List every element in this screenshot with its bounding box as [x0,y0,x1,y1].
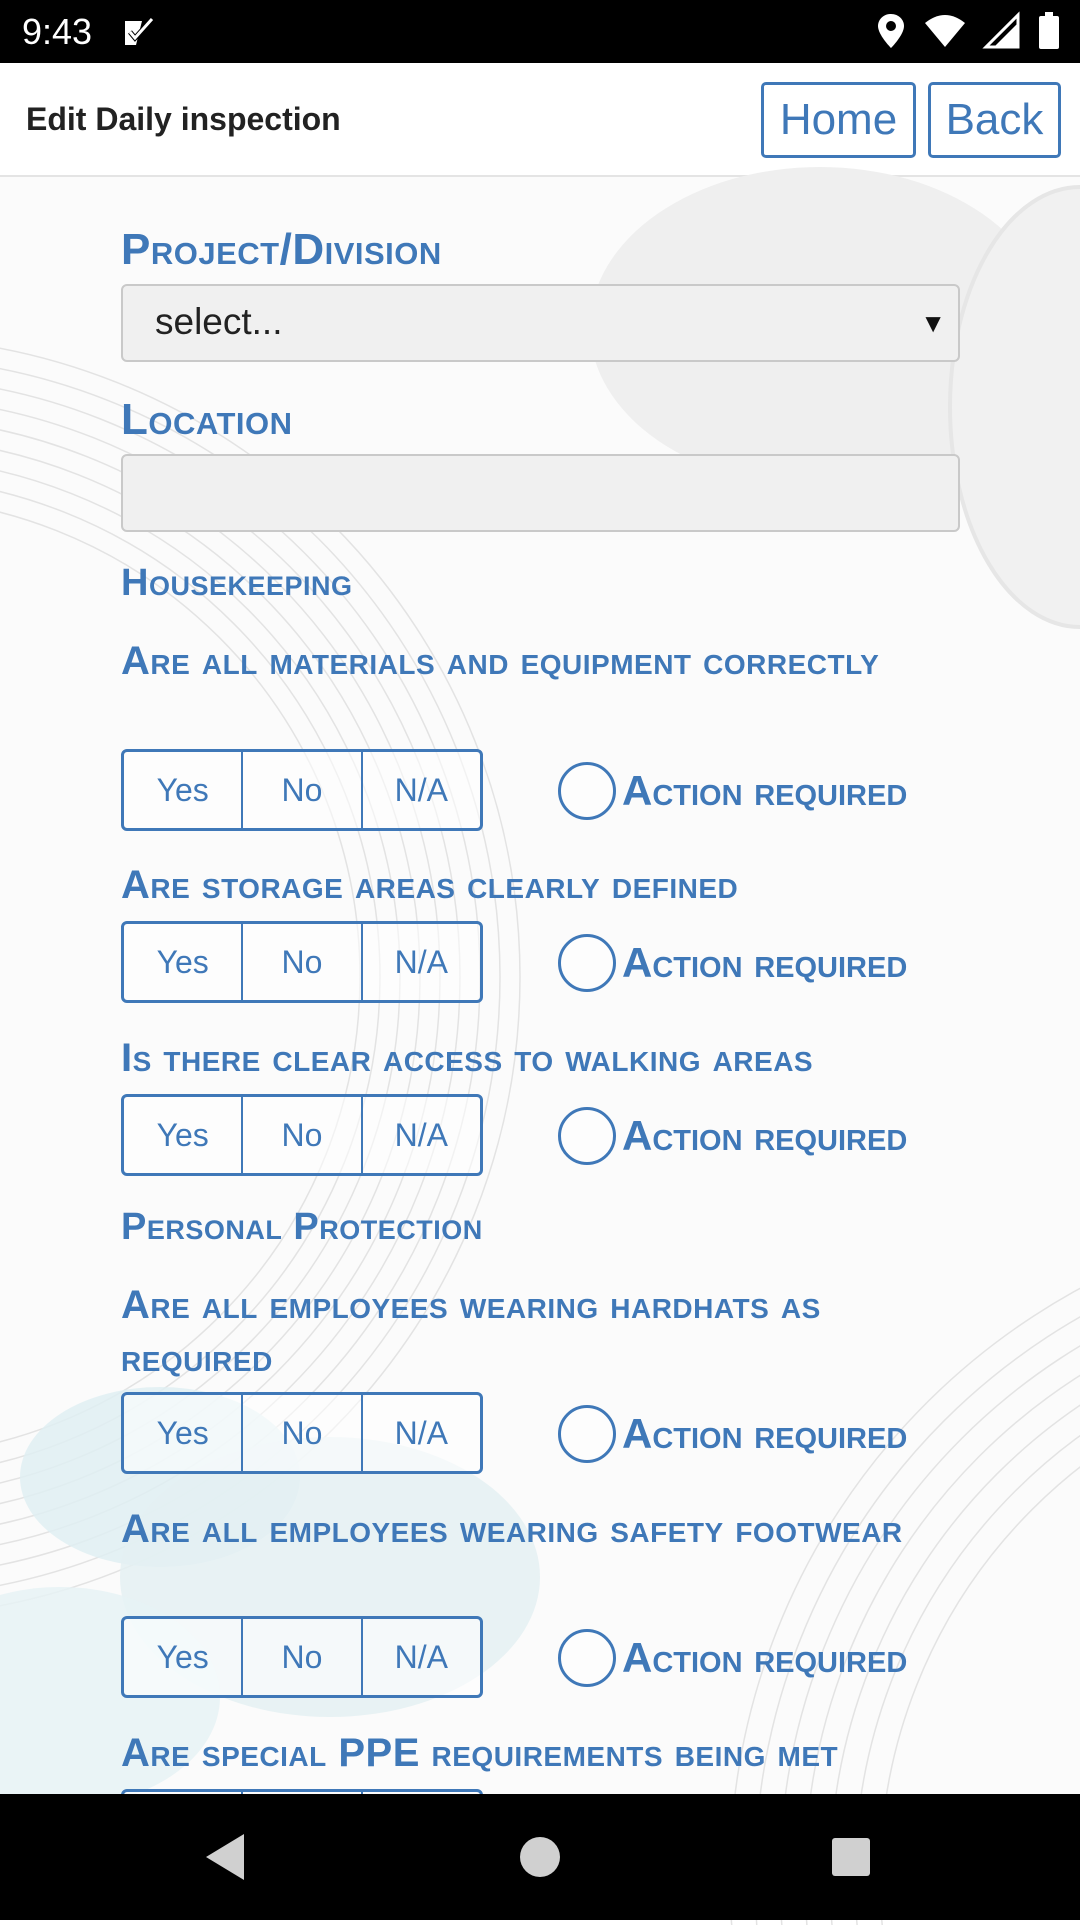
home-nav-icon[interactable] [520,1837,560,1877]
system-nav-bar [0,1794,1080,1920]
action-required-radio[interactable] [558,1629,616,1687]
project-division-select[interactable] [121,284,960,362]
action-required-toggle[interactable] [558,931,907,995]
action-required-toggle[interactable] [558,759,907,823]
page-title: Edit Daily inspection [26,101,341,137]
signal-icon [984,13,1020,49]
question-text: Are storage areas clearly defined [121,863,739,907]
location-label: Location [121,395,293,444]
back-nav-icon[interactable] [206,1834,244,1880]
answer-segmented-control [121,749,483,831]
action-required-toggle[interactable] [558,1104,907,1168]
action-required-toggle[interactable] [558,1402,907,1466]
yes-button[interactable]: Yes [156,1638,209,1675]
question-text: Are special PPE requirements being met [121,1731,839,1775]
battery-icon [1038,12,1060,50]
action-required-label: Action required [622,767,908,814]
status-icons [876,12,1060,50]
answer-segmented-control [121,1392,483,1474]
action-required-toggle[interactable] [558,1626,907,1690]
answer-segmented-control [121,1094,483,1176]
yes-button[interactable]: Yes [156,771,209,808]
question-text: Are all employees wearing hardhats as required [121,1283,821,1380]
status-bar [0,0,1080,63]
wifi-icon [924,13,966,49]
nav-buttons [0,1794,1080,1920]
na-button[interactable]: N/A [361,1097,480,1173]
no-button[interactable]: No [241,1395,360,1471]
action-required-label: Action required [622,1112,908,1159]
yes-button[interactable]: Yes [156,1414,209,1451]
action-required-label: Action required [622,939,908,986]
project-division-value: select... [155,301,283,342]
app-notification-icon [122,15,156,49]
answer-segmented-control [121,1616,483,1698]
action-required-label: Action required [622,1634,908,1681]
question-text: Are all employees wearing safety footwear [121,1507,903,1551]
action-required-label: Action required [622,1410,908,1457]
no-button[interactable]: No [241,924,360,1000]
location-icon [876,12,906,50]
na-button[interactable]: N/A [361,752,480,828]
na-button[interactable]: N/A [361,924,480,1000]
no-button[interactable]: No [241,1097,360,1173]
location-input[interactable] [121,454,960,532]
no-button[interactable]: No [241,752,360,828]
action-required-radio[interactable] [558,1107,616,1165]
back-button[interactable]: Back [928,82,1061,158]
yes-button[interactable]: Yes [156,1116,209,1153]
question-text: Is there clear access to walking areas [121,1036,814,1080]
section-title-personal-protection: Personal Protection [121,1206,483,1248]
no-button[interactable]: No [241,1619,360,1695]
action-required-radio[interactable] [558,934,616,992]
form-content[interactable] [0,177,1080,1794]
app-header [0,63,1080,177]
chevron-down-icon: ▼ [920,308,946,338]
na-button[interactable]: N/A [361,1619,480,1695]
status-time: 9:43 [22,10,93,52]
na-button[interactable]: N/A [361,1395,480,1471]
home-button[interactable]: Home [761,82,916,158]
recents-nav-icon[interactable] [832,1838,870,1876]
section-title-housekeeping: Housekeeping [121,562,353,604]
action-required-radio[interactable] [558,762,616,820]
question-text: Are all materials and equipment correctly [121,639,880,683]
answer-segmented-control [121,921,483,1003]
action-required-radio[interactable] [558,1405,616,1463]
yes-button[interactable]: Yes [156,943,209,980]
project-division-label: Project/Division [121,225,442,274]
